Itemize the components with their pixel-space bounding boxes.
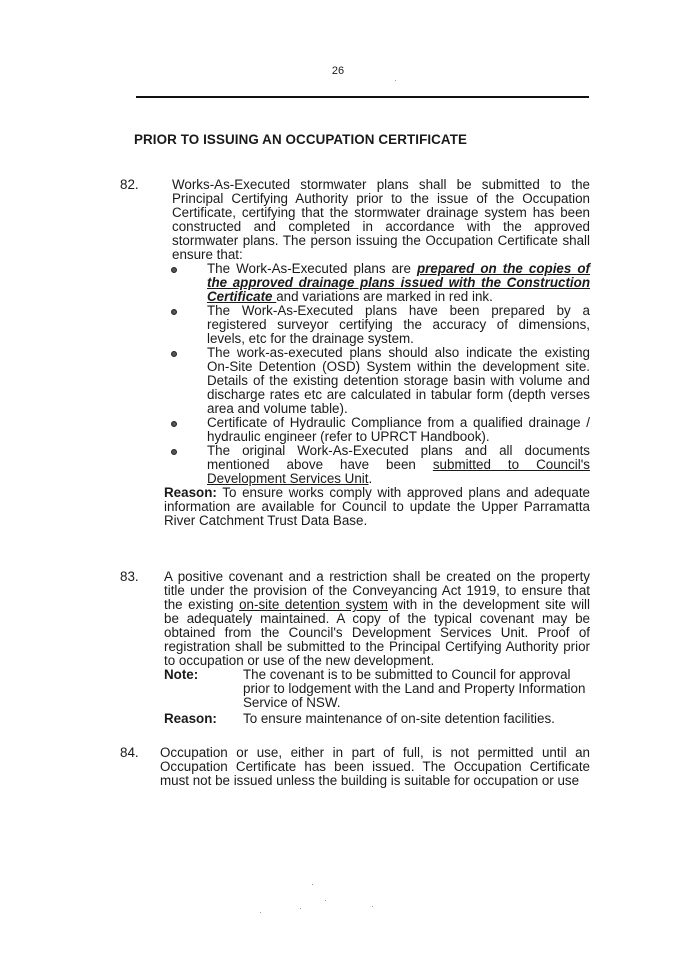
- note-row: [164, 668, 590, 710]
- scan-speck: [372, 906, 373, 907]
- condition-intro: Works-As-Executed stormwater plans shall be submitted to the Principal Certifying Authority prior to the issue of the Occupation Certificate, certifying that the stormwater drainage system has been constructed and completed in accordance with the approved stormwater plans. The person issuing the Occupation Certificate shall ensure that:: [172, 177, 590, 262]
- scan-speck: [300, 908, 301, 909]
- header-rule: [136, 96, 589, 98]
- note-label: Note:: [164, 667, 199, 682]
- reason-paragraph: [164, 486, 590, 528]
- reason-label: Reason:: [164, 711, 217, 726]
- condition-body: [164, 177, 590, 528]
- list-item: The Work-As-Executed plans have been prepared by a registered surveyor certifying the accuracy of dimensions, levels, etc for the drainage system.: [171, 304, 590, 346]
- scan-speck: [395, 80, 396, 81]
- condition-body: [164, 570, 590, 726]
- list-item: The work-as-executed plans should also indicate the existing On-Site Detention (OSD) System within the development site. Details of the existing detention storage basin with volume and discharge rates etc are calculated in tabular form (depth verses area and volume table).: [171, 346, 590, 416]
- condition-number: 82.: [120, 177, 139, 192]
- bullet-icon: [171, 421, 177, 427]
- condition-body: [160, 746, 590, 788]
- bullet-icon: [171, 267, 177, 273]
- section-heading: PRIOR TO ISSUING AN OCCUPATION CERTIFICATE: [134, 132, 468, 147]
- condition-number: 84.: [120, 745, 139, 760]
- condition-number: 83.: [120, 569, 139, 584]
- bullet-icon: [171, 449, 177, 455]
- reason-row: [164, 712, 590, 726]
- scan-speck: [260, 912, 261, 913]
- reason-label: Reason:: [164, 485, 217, 500]
- list-item: Certificate of Hydraulic Compliance from a qualified drainage / hydraulic engineer (refer to UPRCT Handbook).: [171, 416, 590, 444]
- condition-text: Occupation or use, either in part of full, is not permitted until an Occupation Certificate has been issued. The Occupation Certificate must not be issued unless the building is suitable for occupation or use: [160, 745, 590, 788]
- reason-text: To ensure maintenance of on-site detention facilities.: [243, 711, 555, 726]
- page-number: 26: [331, 65, 345, 77]
- condition-text: A positive covenant and a restriction shall be created on the property title under the provision of the Conveyancing Act 1919, to ensure that the existing on-site detention system with in the development site will be adequately maintained. A copy of the typical covenant may be obtained from the Council's Development Services Unit. Proof of registration shall be submitted to the Principal Certifying Authority prior to occupation or use of the new development.: [164, 569, 591, 668]
- bullet-list: [171, 262, 590, 486]
- scan-speck: [325, 900, 326, 901]
- list-item: The Work-As-Executed plans are prepared on the copies of the approved drainage plans issued with the Construction Certificate and variations are marked in red ink.: [171, 262, 590, 304]
- scan-speck: [312, 884, 313, 885]
- reason-text: To ensure works comply with approved plans and adequate information are available for Council to update the Upper Parramatta River Catchment Trust Data Base.: [164, 485, 590, 528]
- note-text: The covenant is to be submitted to Council for approval prior to lodgement with the Land and Property Information Service of NSW.: [243, 667, 586, 710]
- list-item: The original Work-As-Executed plans and all documents mentioned above have been submitted to Council's Development Services Unit.: [171, 444, 590, 486]
- bullet-icon: [171, 351, 177, 357]
- bullet-icon: [171, 309, 177, 315]
